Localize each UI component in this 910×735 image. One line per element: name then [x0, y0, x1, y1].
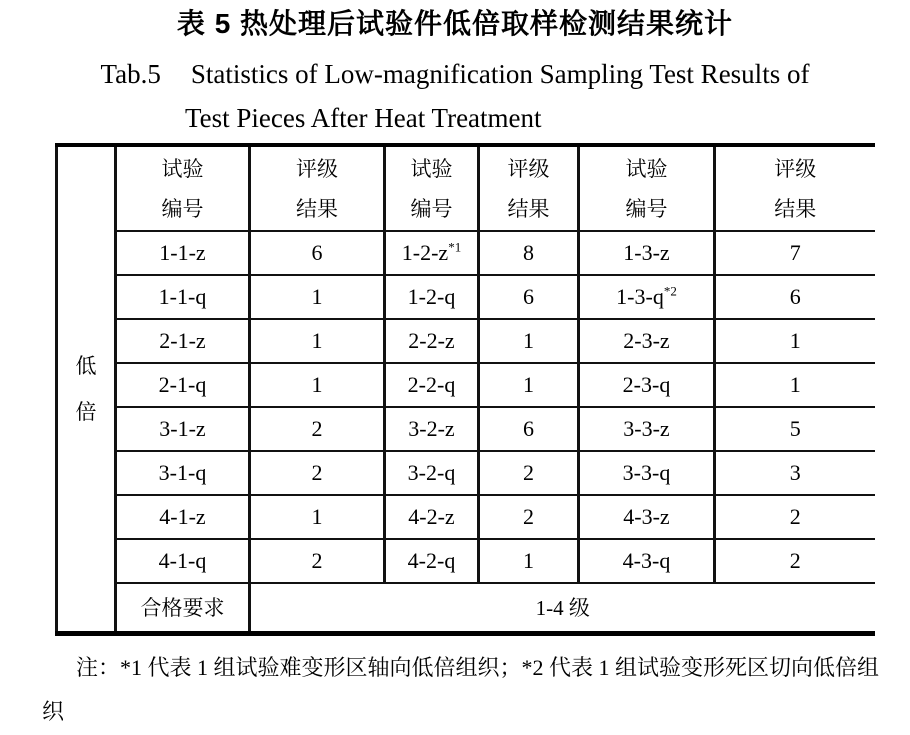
rating-cell: 1 [479, 319, 579, 363]
qualification-label-cell: 合格要求 [116, 583, 250, 633]
header-test-id-2: 试验 编号 [385, 145, 479, 231]
test-id-text: 1-2-q [407, 284, 456, 309]
qualification-row [57, 583, 875, 633]
test-id-cell [385, 539, 479, 583]
test-id-text: 4-2-q [407, 548, 456, 573]
test-id-cell [116, 231, 250, 275]
test-id-text: 4-3-z [623, 504, 670, 529]
table-caption-en-line1 [0, 56, 910, 92]
test-id-text: 4-3-q [622, 548, 671, 573]
test-id-text: 1-3-z [623, 240, 670, 265]
test-id-text: 2-3-z [623, 328, 670, 353]
test-id-text: 2-2-q [407, 372, 456, 397]
test-id-text: 3-3-q [622, 460, 671, 485]
test-id-text: 3-2-q [407, 460, 456, 485]
row-group-char-2: 倍 [75, 399, 97, 424]
test-id-cell [116, 363, 250, 407]
row-group-cell-low-magnification [57, 145, 116, 633]
table-header-row [57, 145, 875, 231]
row-group-char-1: 低 [75, 353, 97, 378]
test-id-cell [579, 275, 715, 319]
test-id-text: 1-1-z [159, 240, 206, 265]
table-row [57, 451, 875, 495]
rating-cell: 7 [715, 231, 875, 275]
test-id-cell [385, 495, 479, 539]
test-id-text: 1-1-q [158, 284, 207, 309]
header-test-id-3: 试验 编号 [579, 145, 715, 231]
rating-cell: 2 [479, 451, 579, 495]
test-id-superscript: *2 [663, 283, 677, 299]
rating-cell: 1 [715, 363, 875, 407]
test-id-text: 3-2-z [408, 416, 455, 441]
test-id-text: 3-3-z [623, 416, 670, 441]
test-id-text: 2-1-z [159, 328, 206, 353]
table-footnote: 注：*1 代表 1 组试验难变形区轴向低倍组织；*2 代表 1 组试验变形死区切向低倍组织 [42, 654, 880, 724]
qualification-value-cell: 1-4 级 [250, 583, 875, 633]
test-id-text: 4-1-z [159, 504, 206, 529]
rating-cell: 2 [715, 539, 875, 583]
rating-cell: 8 [479, 231, 579, 275]
rating-cell: 1 [479, 539, 579, 583]
rating-cell: 5 [715, 407, 875, 451]
table-caption-en-line2: Test Pieces After Heat Treatment [185, 103, 542, 133]
test-id-cell [579, 363, 715, 407]
test-id-cell [385, 231, 479, 275]
test-id-cell [579, 539, 715, 583]
header-rating-1: 评级 结果 [250, 145, 385, 231]
rating-cell: 1 [250, 495, 385, 539]
table-row [57, 495, 875, 539]
table-row [57, 231, 875, 275]
test-id-cell [579, 231, 715, 275]
table-row [57, 275, 875, 319]
rating-cell: 1 [250, 319, 385, 363]
test-id-cell [116, 275, 250, 319]
test-id-cell [385, 451, 479, 495]
rating-cell: 1 [250, 275, 385, 319]
rating-cell: 2 [479, 495, 579, 539]
rating-cell: 1 [250, 363, 385, 407]
test-id-cell [116, 319, 250, 363]
table-row [57, 539, 875, 583]
test-id-cell [579, 407, 715, 451]
results-table [55, 143, 875, 636]
table-row [57, 407, 875, 451]
test-id-cell [116, 451, 250, 495]
rating-cell: 3 [715, 451, 875, 495]
test-id-cell [116, 407, 250, 451]
test-id-text: 1-2-z [401, 240, 449, 265]
test-id-text: 1-3-q [616, 284, 664, 309]
rating-cell: 1 [715, 319, 875, 363]
test-id-cell [385, 363, 479, 407]
test-id-text: 4-2-z [408, 504, 455, 529]
test-id-cell [579, 319, 715, 363]
test-id-cell [579, 495, 715, 539]
test-id-superscript: *1 [448, 239, 462, 255]
test-id-text: 3-1-z [159, 416, 206, 441]
header-rating-3: 评级 结果 [715, 145, 875, 231]
rating-cell: 6 [479, 407, 579, 451]
test-id-cell [385, 319, 479, 363]
test-id-text: 4-1-q [158, 548, 207, 573]
header-test-id-1: 试验 编号 [116, 145, 250, 231]
rating-cell: 1 [479, 363, 579, 407]
rating-cell: 2 [715, 495, 875, 539]
rating-cell: 6 [250, 231, 385, 275]
rating-cell: 2 [250, 451, 385, 495]
rating-cell: 2 [250, 539, 385, 583]
test-id-text: 2-1-q [158, 372, 207, 397]
test-id-text: 2-3-q [622, 372, 671, 397]
test-id-cell [116, 495, 250, 539]
table-row [57, 319, 875, 363]
test-id-text: 2-2-z [408, 328, 455, 353]
table-row [57, 363, 875, 407]
table-caption-en-text: Statistics of Low-magnification Sampling Test Results of [190, 59, 810, 89]
results-table-body [57, 145, 875, 633]
test-id-cell [116, 539, 250, 583]
header-rating-2: 评级 结果 [479, 145, 579, 231]
rating-cell: 6 [715, 275, 875, 319]
test-id-text: 3-1-q [158, 460, 207, 485]
test-id-cell [385, 407, 479, 451]
test-id-cell [385, 275, 479, 319]
table-caption-zh: 表 5 热处理后试验件低倍取样检测结果统计 [176, 8, 734, 39]
rating-cell: 6 [479, 275, 579, 319]
test-id-cell [579, 451, 715, 495]
table-caption-en-label: Tab.5 [100, 59, 161, 89]
rating-cell: 2 [250, 407, 385, 451]
